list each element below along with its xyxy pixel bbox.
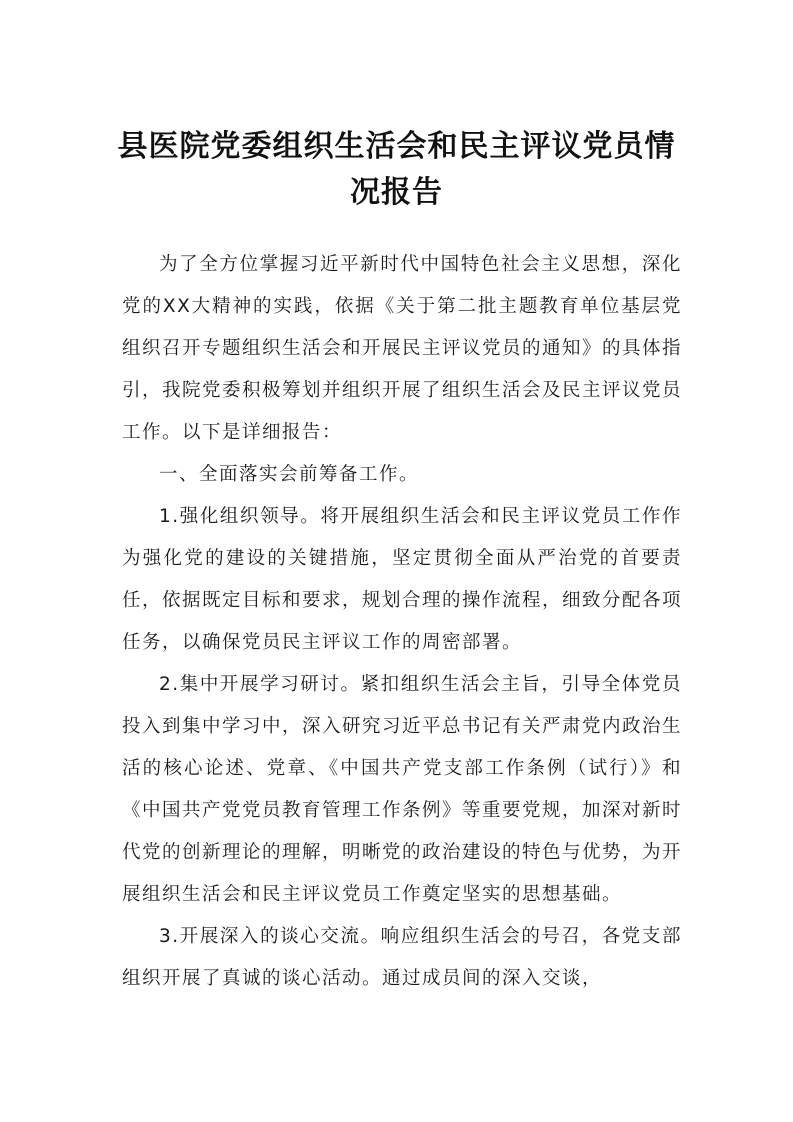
- item-paragraph-2: 2.集中开展学习研讨。紧扣组织生活会主旨，引导全体党员投入到集中学习中，深入研究习近平总书记有关严肃党内政治生活的核心论述、党章、《中国共产党支部工作条例（试行）》和《中国共产党党员教育管理工作条例》等重要党规，加深对新时代党的创新理论的理解，明晰党的政治建设的特色与优势，为开展组织生活会和民主评议党员工作奠定坚实的思想基础。: [122, 674, 683, 905]
- document-title-line-2: 况报告: [350, 175, 443, 210]
- intro-paragraph: 为了全方位掌握习近平新时代中国特色社会主义思想，深化党的XX大精神的实践，依据《关于第二批主题教育单位基层党组织召开专题组织生活会和开展民主评议党员的通知》的具体指引，我院党委积极筹划并组织开展了组织生活会及民主评议党员工作。以下是详细报告：: [122, 254, 683, 443]
- document-title-line-1: 县医院党委组织生活会和民主评议党员情: [117, 129, 676, 164]
- section-heading: 一、全面落实会前筹备工作。: [159, 464, 420, 485]
- document-body: [122, 244, 682, 1000]
- item-paragraph-1: 1.强化组织领导。将开展组织生活会和民主评议党员工作作为强化党的建设的关键措施，坚定贯彻全面从严治党的首要责任，依据既定目标和要求，规划合理的操作流程，细致分配各项任务，以确保党员民主评议工作的周密部署。: [122, 506, 683, 653]
- item-paragraph-3: 3.开展深入的谈心交流。响应组织生活会的号召，各党支部组织开展了真诚的谈心活动。通过成员间的深入交谈，: [122, 926, 682, 989]
